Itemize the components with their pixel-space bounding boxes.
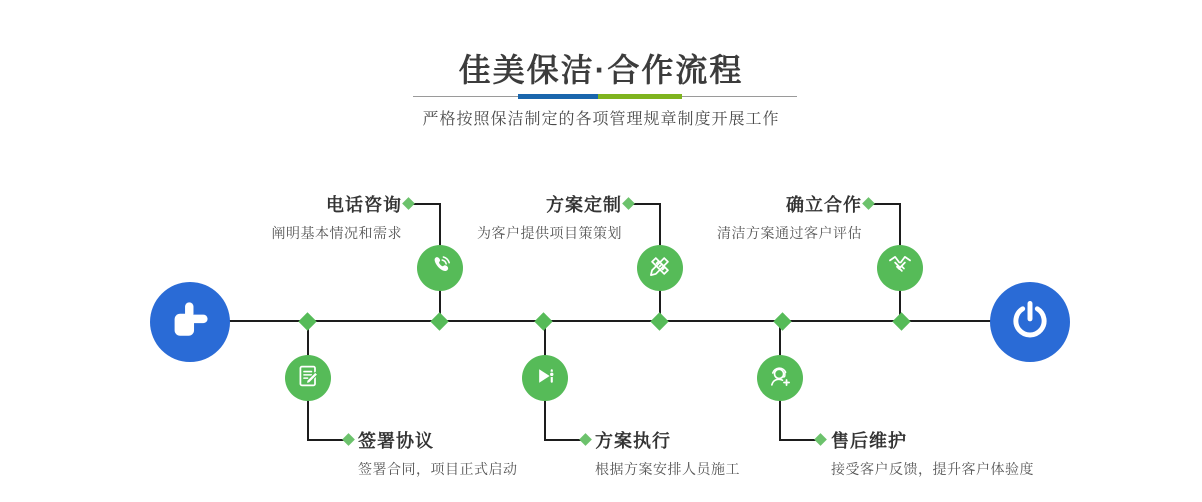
title-divider	[413, 92, 797, 102]
diamond-marker	[342, 433, 355, 446]
connector-line	[544, 439, 582, 441]
power-icon	[1008, 298, 1052, 347]
play-icon	[531, 362, 559, 395]
step-title: 方案执行	[595, 431, 671, 451]
step-icon-circle	[417, 245, 463, 291]
pencil-ruler-icon	[646, 252, 674, 285]
step-icon-circle	[877, 245, 923, 291]
divider-blue-segment	[518, 94, 598, 99]
diamond-marker	[622, 197, 635, 210]
step-title: 确立合作	[786, 195, 862, 215]
timeline-end-circle	[990, 282, 1070, 362]
timeline-node-diamond	[534, 312, 552, 330]
connector-line	[307, 439, 345, 441]
timeline-node-diamond	[430, 312, 448, 330]
step-title: 方案定制	[546, 195, 622, 215]
diamond-marker	[402, 197, 415, 210]
diamond-marker	[814, 433, 827, 446]
timeline-node-diamond	[650, 312, 668, 330]
phone-icon	[426, 252, 454, 285]
step-icon-circle	[757, 355, 803, 401]
step-title: 电话咨询	[326, 195, 402, 215]
timeline-node-diamond	[773, 312, 791, 330]
step-description: 接受客户反馈，提升客户体验度	[831, 461, 1034, 477]
step-icon-circle	[285, 355, 331, 401]
step-icon-circle	[637, 245, 683, 291]
step-title: 售后维护	[831, 431, 907, 451]
diamond-marker	[862, 197, 875, 210]
page-title: 佳美保洁·合作流程	[458, 52, 744, 88]
diamond-marker	[579, 433, 592, 446]
handshake-icon	[886, 252, 914, 285]
headset-icon	[766, 362, 794, 395]
step-description: 清洁方案通过客户评估	[717, 225, 862, 241]
step-description: 根据方案安排人员施工	[595, 461, 740, 477]
step-description: 阐明基本情况和需求	[271, 225, 402, 241]
connector-line	[779, 439, 817, 441]
timeline-node-diamond	[298, 312, 316, 330]
contract-icon	[294, 362, 322, 395]
page-subtitle: 严格按照保洁制定的各项管理规章制度开展工作	[422, 111, 780, 128]
timeline-start-circle	[150, 282, 230, 362]
timeline-node-diamond	[892, 312, 910, 330]
step-description: 签署合同，项目正式启动	[358, 461, 518, 477]
step-description: 为客户提供项目策策划	[477, 225, 622, 241]
pointing-hand-icon	[168, 298, 212, 347]
step-icon-circle	[522, 355, 568, 401]
divider-green-segment	[598, 94, 682, 99]
step-title: 签署协议	[358, 431, 434, 451]
